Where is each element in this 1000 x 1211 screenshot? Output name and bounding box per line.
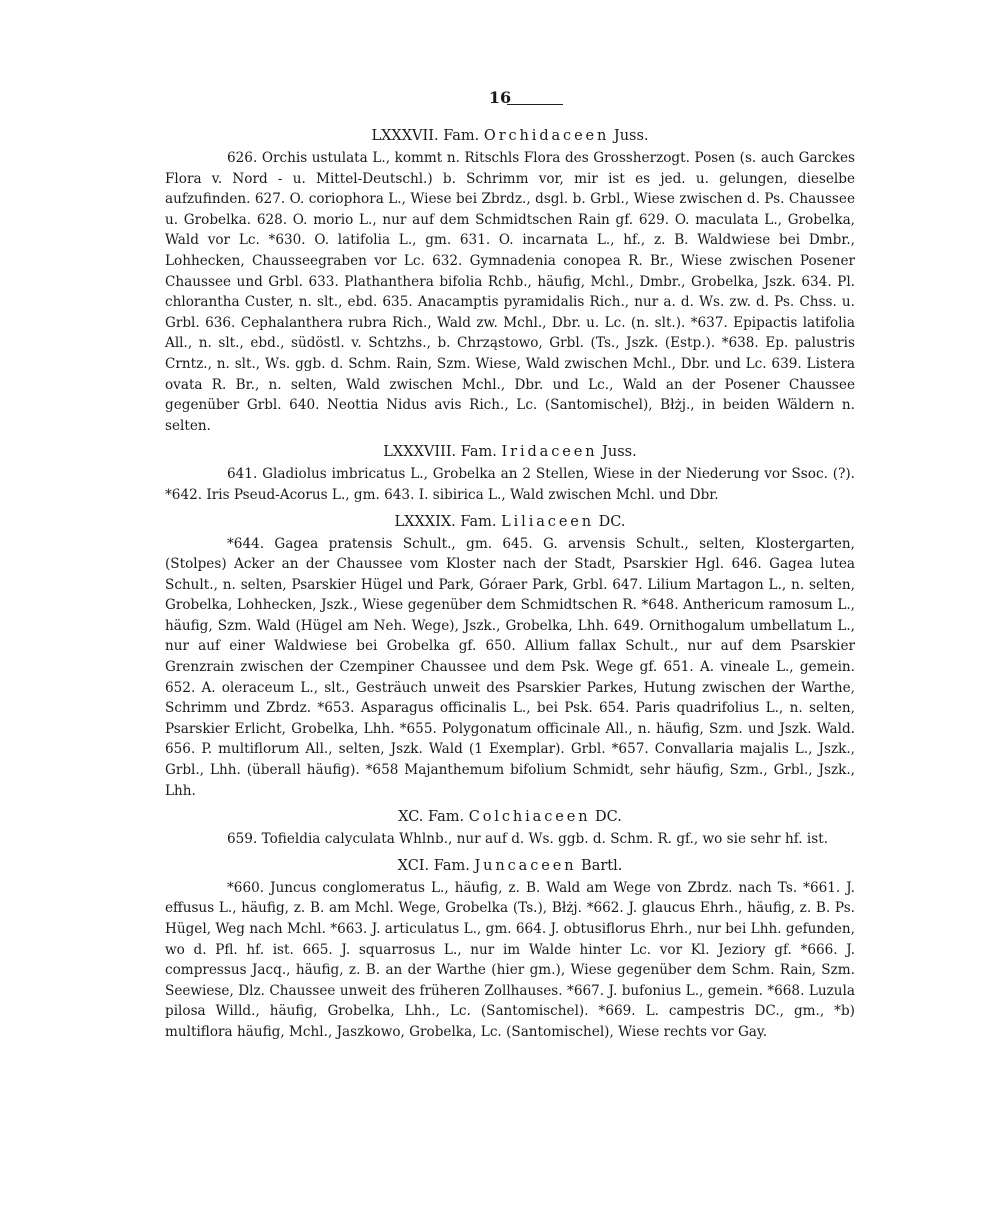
family-name: Orchidaceen (483, 128, 610, 144)
family-number: LXXXIX. (394, 513, 456, 530)
species-entries: 626. Orchis ustulata L., kommt n. Ritschls Flora des Grossherzogt. Posen (s. auch Garckes Flora v. Nord - u. Mittel-Deutschl.) b. Schrimm vor, mir ist es jed. u. gelungen, dieselbe aufzufinden. 627. O. coriophora L., Wiese bei Zbrdz., dsgl. b. Grbl., Wiese zwischen d. Ps. Chaussee u. Grobelka. 628. O. morio L., nur auf dem Schmidtschen Rain gf. 629. O. maculata L., Grobelka, Wald vor Lc. *630. O. latifolia L., gm. 631. O. incarnata L., hf., z. B. Waldwiese bei Dmbr., Lohhecken, Chausseegraben vor Lc. 632. Gymnadenia conopea R. Br., Wiese zwischen Posener Chaussee und Grbl. 633. Plathanthera bifolia Rchb., häufig, Mchl., Dmbr., Grobelka, Jszk. 634. Pl. chlorantha Custer, n. slt., ebd. 635. Anacamptis pyramidalis Rich., nur a. d. Ws. zw. d. Ps. Chss. u. Grbl. 636. Cephalanthera rubra Rich., Wald zw. Mchl., Dbr. u. Lc. (n. slt.). *637. Epipactis latifolia All., n. slt., ebd., südöstl. v. Schtzhs., b. Chrząstowo, Grbl. (Ts., Jszk. (Estp.). *638. Ep. palustris Crntz., n. slt., Ws. ggb. d. Schm. Rain, Szm. Wiese, Wald zwischen Mchl., Dbr. und Lc. 639. Listera ovata R. Br., n. selten, Wald zwischen Mchl., Dbr. und Lc., Wald an der Posener Chaussee gegenüber Grbl. 640. Neottia Nidus avis Rich., Lc. (Santomischel), Błżj., in beiden Wäldern n. selten. (165, 150, 855, 434)
family-number: XCI. (397, 857, 430, 874)
family-number: XC. (398, 809, 424, 826)
page-number-rule (507, 104, 563, 105)
family-section-juncaceen (165, 854, 855, 1043)
family-section-orchidaceen (165, 124, 855, 436)
family-section-colchiaceen (165, 805, 855, 850)
family-author: DC. (595, 809, 622, 826)
family-heading (165, 805, 855, 829)
family-name: Colchiaceen (468, 809, 591, 826)
family-heading (165, 440, 855, 464)
family-author: Bartl. (581, 857, 623, 874)
family-author: Juss. (602, 444, 637, 461)
family-section-iridaceen (165, 440, 855, 505)
family-label: Fam. (428, 809, 465, 826)
family-label: Fam. (460, 513, 497, 530)
family-label: Fam. (433, 857, 470, 874)
family-author: DC. (598, 513, 626, 530)
family-heading (165, 854, 855, 878)
family-number: LXXXVIII. (383, 444, 457, 461)
family-heading (165, 510, 855, 534)
species-entries: 659. Tofieldia calyculata Whlnb., nur auf d. Ws. ggb. d. Schm. R. gf., wo sie sehr hf. ist. (227, 831, 829, 848)
family-label: Fam. (443, 128, 480, 144)
family-label: Fam. (460, 444, 497, 461)
family-section-liliaceen (165, 510, 855, 802)
species-entries: 641. Gladiolus imbricatus L., Grobelka an 2 Stellen, Wiese in der Niederung vor Ssoc. (?). *642. Iris Pseud-Acorus L., gm. 643. I. sibirica L., Wald zwischen Mchl. und Dbr. (165, 466, 855, 503)
page-content (165, 124, 855, 1047)
page-number: 16 (488, 88, 512, 107)
family-heading (165, 124, 855, 148)
species-entries: *644. Gagea pratensis Schult., gm. 645. G. arvensis Schult., selten, Klostergarten, (Stolpes) Acker an der Chaussee vom Kloster nach der Stadt, Psarskier Hgl. 646. Gagea lutea Schult., n. selten, Psarskier Hügel und Park, Góraer Park, Grbl. 647. Lilium Martagon L., n. selten, Grobelka, Lohhecken, Jszk., Wiese gegenüber dem Schmidtschen R. *648. Anthericum ramosum L., häufig, Szm. Wald (Hügel am Neh. Wege), Jszk., Grobelka, Lhh. 649. Ornithogalum umbellatum L., nur auf einer Waldwiese bei Grobelka gf. 650. Allium fallax Schult., nur auf dem Psarskier Grenzrain zwischen der Czempiner Chaussee und dem Psk. Wege gf. 651. A. vineale L., gemein. 652. A. oleraceum L., slt., Gesträuch unweit des Psarskier Parkes, Hutung zwischen der Warthe, Schrimm und Zbrdz. *653. Asparagus officinalis L., bei Psk. 654. Paris quadrifolius L., n. selten, Psarskier Erlicht, Grobelka, Lhh. *655. Polygonatum officinale All., n. häufig, Szm. und Jszk. Wald. 656. P. multiflorum All., selten, Jszk. Wald (1 Exemplar). Grbl. *657. Convallaria majalis L., Jszk., Grbl., Lhh. (überall häufig). *658 Majanthemum bifolium Schmidt, sehr häufig, Szm., Grbl., Jszk., Lhh. (165, 535, 855, 799)
family-author: Juss. (613, 128, 649, 144)
family-name: Liliaceen (501, 513, 595, 530)
family-name: Iridaceen (501, 444, 598, 461)
family-name: Juncaceen (474, 857, 577, 874)
family-number: LXXXVII. (371, 128, 439, 144)
species-entries: *660. Juncus conglomeratus L., häufig, z. B. Wald am Wege von Zbrdz. nach Ts. *661. J. effusus L., häufig, z. B. am Mchl. Wege, Grobelka (Ts.), Błżj. *662. J. glaucus Ehrh., häufig, z. B. Ps. Hügel, Weg nach Mchl. *663. J. articulatus L., gm. 664. J. obtusiflorus Ehrh., nur bei Lhh. gefunden, wo d. Pfl. hf. ist. 665. J. squarrosus L., nur im Walde hinter Lc. vor Kl. Jeziory gf. *666. J. compressus Jacq., häufig, z. B. an der Warthe (hier gm.), Wiese gegenüber dem Schm. Rain, Szm. Seewiese, Dlz. Chaussee unweit des früheren Zollhauses. *667. J. bufonius L., gemein. *668. Luzula pilosa Willd., häufig, Grobelka, Lhh., Lc. (Santomischel). *669. L. campestris DC., gm., *b) multiflora häufig, Mchl., Jaszkowo, Grobelka, Lc. (Santomischel), Wiese rechts vor Gay. (165, 879, 855, 1040)
